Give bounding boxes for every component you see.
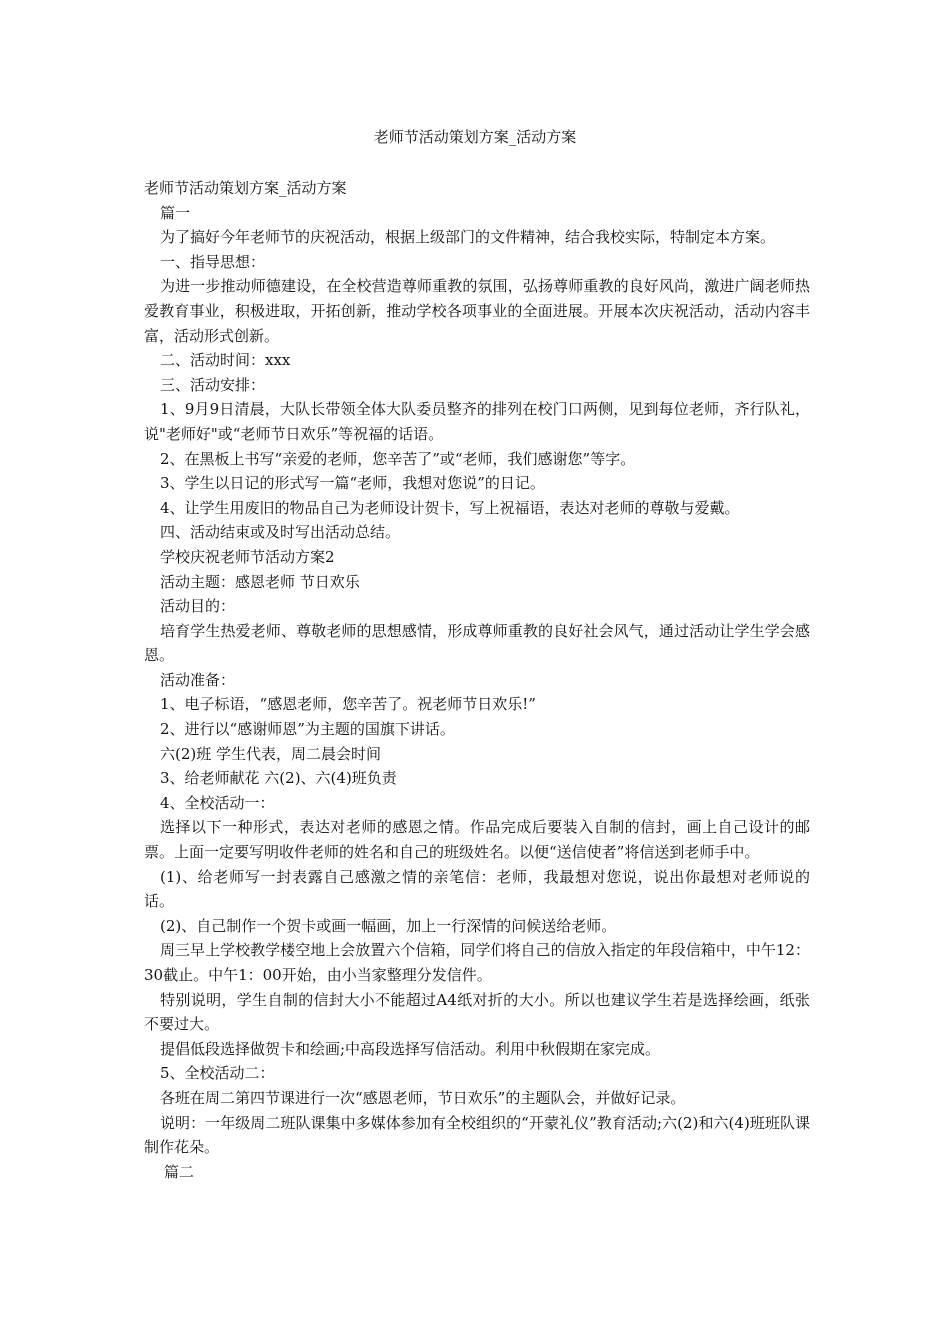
paragraph: 学校庆祝老师节活动方案2 — [160, 547, 335, 566]
paragraph: 六(2)班 学生代表，周二晨会时间 — [160, 744, 382, 763]
paragraph: 活动准备： — [160, 670, 236, 689]
paragraph: 4、全校活动一： — [160, 793, 275, 812]
paragraph: 活动主题：感恩老师 节日欢乐 — [160, 572, 360, 591]
paragraph: 各班在周二第四节课进行一次“感恩老师，节日欢乐”的主题队会，并做好记录。 — [160, 1088, 686, 1107]
paragraph: 三、活动安排： — [160, 375, 266, 394]
paragraph: 二、活动时间：xxx — [160, 351, 291, 370]
paragraph: 1、9月9日清晨，大队长带领全体大队委员整齐的排列在校门口两侧，见到每位老师，齐行队礼，说"老师好"或“老师节日欢乐”等祝福的话语。 — [144, 400, 810, 443]
document-title: 老师节活动策划方案_活动方案 — [373, 128, 577, 146]
paragraph: 篇一 — [160, 203, 191, 222]
paragraph: 3、给老师献花 六(2)、六(4)班负责 — [160, 769, 397, 788]
paragraph: 周三早上学校教学楼空地上会放置六个信箱，同学们将自己的信放入指定的年段信箱中，中午12：30截止。中午1：00开始，由小当家整理分发信件。 — [144, 941, 810, 984]
paragraph: 为进一步推动师德建设，在全校营造尊师重教的氛围，弘扬尊师重教的良好风尚，激进广阔老师热爱教育事业，积极进取，开拓创新，推动学校各项事业的全面进展。开展本次庆祝活动，活动内容丰富，活动形式创新。 — [144, 277, 810, 345]
paragraph: (2)、自己制作一个贺卡或画一幅画，加上一行深情的问候送给老师。 — [160, 916, 617, 935]
paragraph: 4、让学生用废旧的物品自己为老师设计贺卡，写上祝福语，表达对老师的尊敬与爱戴。 — [160, 498, 740, 517]
paragraph: 说明：一年级周二班队课集中多媒体参加有全校组织的“开蒙礼仪”教育活动;六(2)和六(4)班班队课制作花朵。 — [144, 1113, 810, 1157]
paragraph: 老师节活动策划方案_活动方案 — [144, 179, 347, 197]
paragraph: 2、进行以“感谢师恩”为主题的国旗下讲话。 — [160, 720, 455, 739]
document-body — [144, 176, 810, 1184]
paragraph: 提倡低段选择做贺卡和绘画;中高段选择写信活动。利用中秋假期在家完成。 — [160, 1039, 661, 1058]
paragraph: 特别说明，学生自制的信封大小不能超过A4纸对折的大小。所以也建议学生若是选择绘画，纸张不要过大。 — [144, 990, 810, 1034]
paragraph: 四、活动结束或及时写出活动总结。 — [160, 523, 401, 542]
paragraph: 选择以下一种形式，表达对老师的感恩之情。作品完成后要装入自制的信封，画上自己设计的邮票。上面一定要写明收件老师的姓名和自己的班级姓名。以便“送信使者”将信送到老师手中。 — [144, 818, 810, 862]
paragraph: 篇二 — [164, 1162, 195, 1181]
paragraph: 培育学生热爱老师、尊敬老师的思想感情，形成尊师重教的良好社会风气，通过活动让学生学会感恩。 — [144, 621, 810, 665]
paragraph: 活动目的： — [160, 597, 236, 616]
paragraph: 2、在黑板上书写“亲爱的老师，您辛苦了”或“老师，我们感谢您”等字。 — [160, 449, 636, 468]
paragraph: 5、全校活动二： — [160, 1064, 275, 1083]
paragraph: 为了搞好今年老师节的庆祝活动，根据上级部门的文件精神，结合我校实际，特制定本方案。 — [160, 228, 776, 247]
paragraph: 3、学生以日记的形式写一篇“老师，我想对您说”的日记。 — [160, 474, 545, 493]
paragraph: (1)、给老师写一封表露自己感激之情的亲笔信：老师，我最想对您说，说出你最想对老师说的话。 — [144, 867, 810, 911]
paragraph: 1、电子标语，“感恩老师，您辛苦了。祝老师节日欢乐!” — [160, 695, 536, 714]
paragraph: 一、指导思想： — [160, 252, 266, 271]
